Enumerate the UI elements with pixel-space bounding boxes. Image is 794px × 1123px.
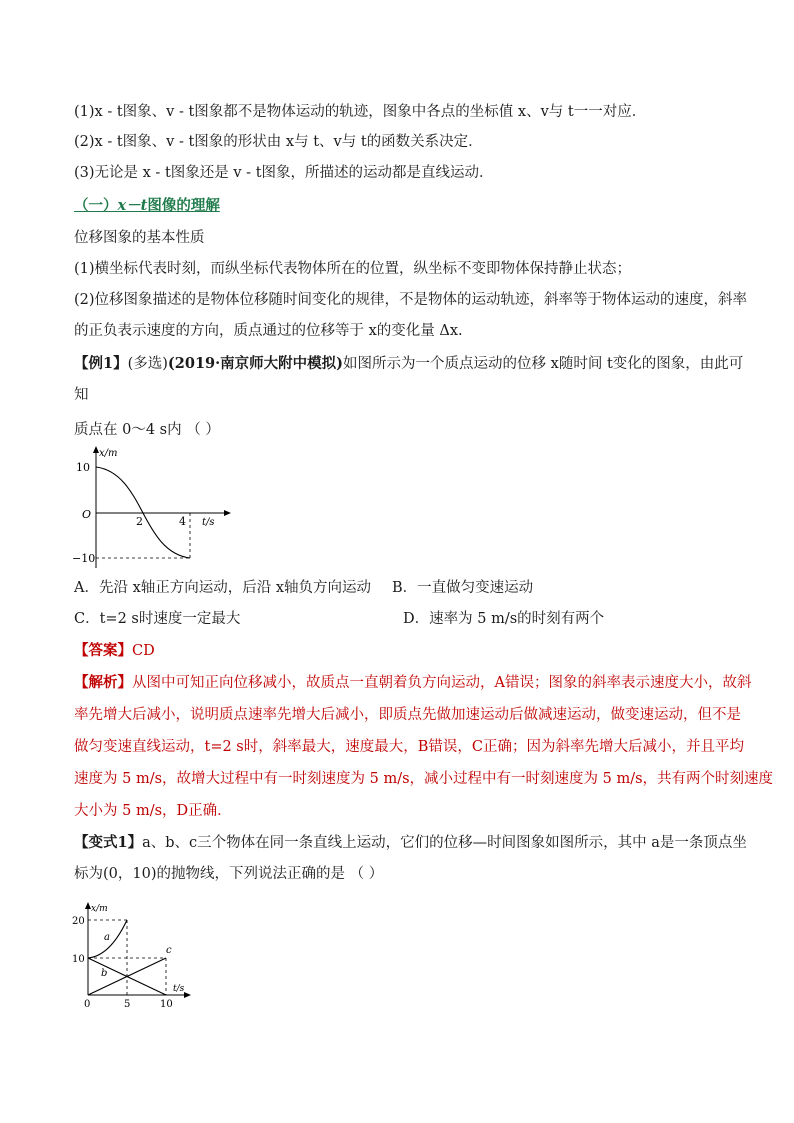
example1-header bbox=[74, 354, 743, 374]
graph2-tick-10x: 10 bbox=[160, 999, 173, 1010]
graph2-label-c: c bbox=[166, 945, 172, 956]
analysis-line-5: 大小为 5 m/s，D正确． bbox=[74, 803, 232, 819]
variant1-line-1 bbox=[74, 833, 747, 853]
option-c: C．t=2 s时速度一定最大 bbox=[74, 611, 241, 627]
example1-tag: 【例1】 bbox=[74, 355, 128, 372]
graph1-origin: O bbox=[82, 508, 92, 521]
example1-question: 质点在 0～4 s内 （ ） bbox=[74, 422, 220, 438]
section-var: x－t bbox=[117, 197, 148, 214]
answer-tag: 【答案】 bbox=[74, 642, 132, 659]
graph2-tick-0: 0 bbox=[84, 999, 91, 1010]
basic-title: 位移图象的基本性质 bbox=[74, 230, 205, 246]
section-label: 图像的理解 bbox=[147, 197, 220, 214]
graph2-label-a: a bbox=[104, 932, 110, 943]
variant1-line-2: 标为(0，10)的抛物线，下列说法正确的是 （ ） bbox=[74, 866, 384, 882]
graph2-tick-5: 5 bbox=[124, 999, 131, 1010]
answer-line bbox=[74, 641, 155, 661]
variant1-text: a、b、c三个物体在同一条直线上运动，它们的位移—时间图象如图所示，其中 a是一条顶点坐 bbox=[142, 835, 747, 851]
section-heading bbox=[74, 196, 220, 216]
analysis-line-2: 率先增大后减小，说明质点速率先增大后减小，即质点先做加速运动后做减速运动，做变速运动，但不是 bbox=[74, 707, 741, 723]
graph2-tick-20: 20 bbox=[72, 916, 85, 927]
graph1-y-label: x/m bbox=[99, 448, 118, 459]
note-3: (3)无论是 x - t图象还是 v - t图象，所描述的运动都是直线运动． bbox=[74, 165, 494, 181]
graph2-tick-10: 10 bbox=[72, 954, 85, 965]
analysis-line-4: 速度为 5 m/s，故增大过程中有一时刻速度为 5 m/s，减小过程中有一时刻速度为 5 m/s，共有两个时刻速度 bbox=[74, 771, 774, 787]
option-a: A．先沿 x轴正方向运动，后沿 x轴负方向运动 bbox=[74, 580, 372, 596]
graph2-y-label: x/m bbox=[91, 904, 108, 914]
x-axis-arrow-icon bbox=[224, 510, 231, 516]
analysis-line-3: 做匀变速直线运动，t=2 s时，斜率最大，速度最大，B错误，C正确；因为斜率先增大后减小，并且平均 bbox=[74, 739, 744, 755]
variant1-tag: 【变式1】 bbox=[74, 834, 143, 851]
graph1-tick-4: 4 bbox=[179, 515, 186, 528]
note-2: (2)x - t图象、v - t图象的形状由 x与 t、v与 t的函数关系决定． bbox=[74, 134, 483, 150]
example1-text-2: 知 bbox=[74, 387, 89, 403]
analysis-line-1 bbox=[74, 673, 751, 693]
graph1-x-label: t/s bbox=[202, 517, 215, 528]
section-prefix: （一） bbox=[74, 197, 118, 214]
example1-graph bbox=[70, 444, 250, 570]
property-3: 的正负表示速度的方向，质点通过的位移等于 x的变化量 Δx. bbox=[74, 323, 463, 339]
option-b: B．一直做匀变速运动 bbox=[392, 580, 534, 596]
example1-source: (2019·南京师大附中模拟) bbox=[167, 355, 344, 372]
graph2-label-b: b bbox=[101, 968, 108, 979]
property-2: (2)位移图象描述的是物体位移随时间变化的规律，不是物体的运动轨迹，斜率等于物体运动的速度，斜率 bbox=[74, 292, 748, 308]
example1-text: 如图所示为一个质点运动的位移 x随时间 t变化的图象，由此可 bbox=[343, 356, 744, 372]
option-d: D．速率为 5 m/s的时刻有两个 bbox=[403, 611, 605, 627]
variant1-graph bbox=[70, 900, 200, 1010]
analysis-tag: 【解析】 bbox=[74, 674, 132, 691]
x-axis-arrow-icon bbox=[184, 992, 191, 998]
analysis-text-1: 从图中可知正向位移减小，故质点一直朝着负方向运动，A错误；图象的斜率表示速度大小，故斜 bbox=[132, 675, 752, 691]
graph2-x-label: t/s bbox=[173, 984, 185, 994]
note-1: (1)x - t图象、v - t图象都不是物体运动的轨迹，图象中各点的坐标值 x、v与 t一一对应． bbox=[74, 104, 647, 120]
property-1: (1)横坐标代表时刻，而纵坐标代表物体所在的位置，纵坐标不变即物体保持静止状态； bbox=[74, 261, 632, 277]
answer-value: CD bbox=[132, 643, 155, 659]
graph1-tick-2: 2 bbox=[136, 515, 143, 528]
graph1-tick-neg10: −10 bbox=[72, 552, 96, 565]
example1-meta: (多选) bbox=[127, 356, 168, 372]
graph1-tick-10: 10 bbox=[76, 461, 90, 474]
